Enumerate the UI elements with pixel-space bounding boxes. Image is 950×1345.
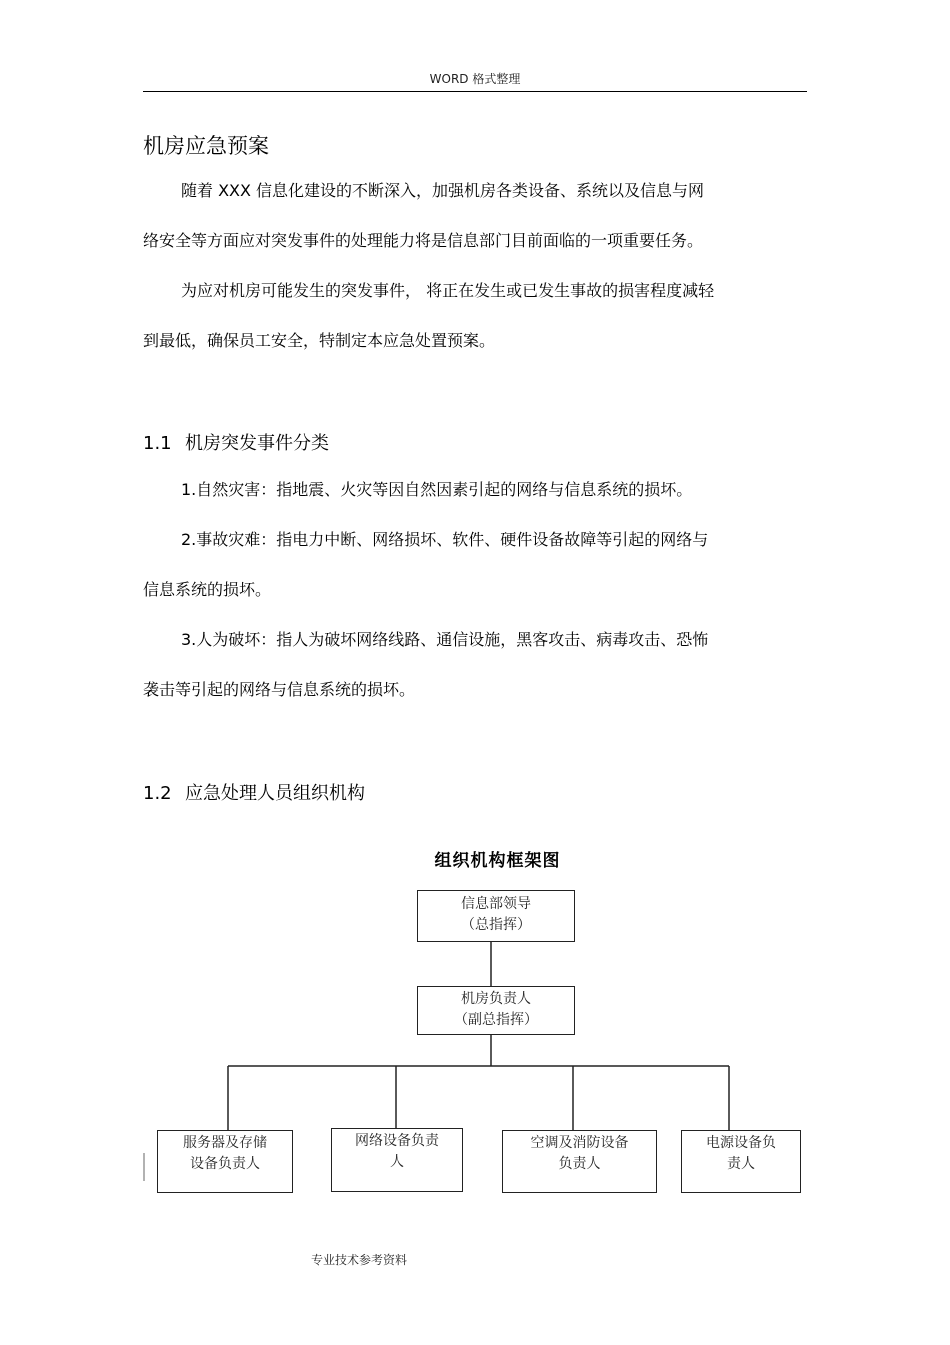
section-title: 机房突发事件分类 <box>185 433 329 454</box>
org-chart-title: 组织机构框架图 <box>434 851 561 871</box>
org-node-top <box>417 890 575 942</box>
org-node-role: （总指挥） <box>461 917 531 933</box>
category-item-2-line-1: 2.事故灾难：指电力中断、网络损坏、软件、硬件设备故障等引起的网络与 <box>181 530 709 549</box>
intro-paragraph-1-line-2: 络安全等方面应对突发事件的处理能力将是信息部门目前面临的一项重要任务。 <box>143 231 704 250</box>
org-node-leaf-4 <box>681 1130 801 1193</box>
category-item-3-line-2: 袭击等引起的网络与信息系统的损坏。 <box>143 680 416 699</box>
intro-paragraph-2-line-1: 为应对机房可能发生的突发事件， 将正在发生或已发生事故的损害程度减轻 <box>181 281 715 300</box>
org-node-second <box>417 986 575 1035</box>
category-item-2-line-2: 信息系统的损坏。 <box>143 580 272 599</box>
org-node-label: 负责人 <box>558 1156 601 1172</box>
org-node-leaf-1 <box>157 1130 293 1193</box>
page-header: WORD 格式整理 <box>429 72 521 86</box>
document-title: 机房应急预案 <box>143 134 269 158</box>
org-node-label: 信息部领导 <box>461 896 531 912</box>
section-number: 1.1 <box>143 433 172 454</box>
intro-paragraph-1-line-1: 随着 XXX 信息化建设的不断深入，加强机房各类设备、系统以及信息与网 <box>181 181 705 200</box>
org-node-label: 机房负责人 <box>461 991 531 1007</box>
org-node-leaf-2 <box>331 1128 463 1192</box>
section-number: 1.2 <box>143 783 172 804</box>
section-title: 应急处理人员组织机构 <box>185 783 365 804</box>
org-node-label: 人 <box>390 1154 404 1170</box>
org-node-label: 电源设备负 <box>706 1135 776 1151</box>
category-item-1: 1.自然灾害：指地震、火灾等因自然因素引起的网络与信息系统的损坏。 <box>181 480 693 499</box>
org-node-label: 责人 <box>727 1156 755 1172</box>
page-footer: 专业技术参考资料 <box>311 1253 408 1267</box>
org-node-label: 网络设备负责 <box>355 1133 439 1149</box>
org-node-label: 设备负责人 <box>190 1156 260 1172</box>
org-node-label: 服务器及存储 <box>183 1135 267 1151</box>
category-item-3-line-1: 3.人为破坏：指人为破坏网络线路、通信设施，黑客攻击、病毒攻击、恐怖 <box>181 630 709 649</box>
org-node-leaf-3 <box>502 1130 657 1193</box>
org-node-role: （副总指挥） <box>454 1012 538 1028</box>
org-node-label: 空调及消防设备 <box>530 1135 629 1151</box>
intro-paragraph-2-line-2: 到最低，确保员工安全，特制定本应急处置预案。 <box>143 331 496 350</box>
